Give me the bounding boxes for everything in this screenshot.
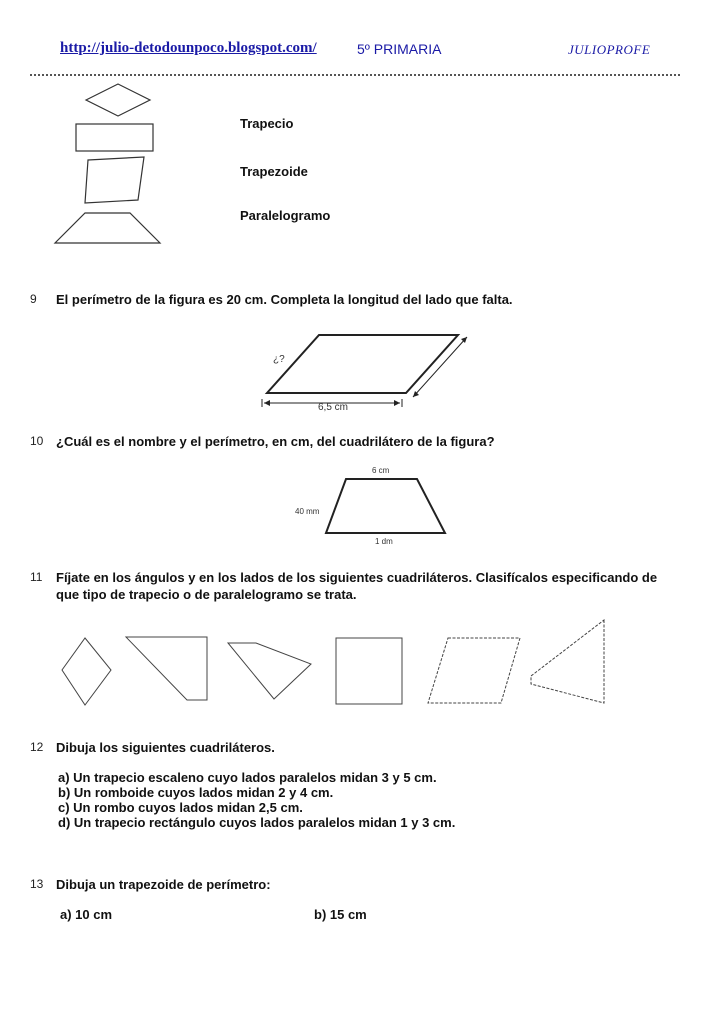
question-9-number: 9 xyxy=(30,292,37,306)
header-author: JULIOPROFE xyxy=(568,42,651,57)
q11-trapezoid-shape xyxy=(531,620,604,703)
question-12-item-c: c) Un rombo cuyos lados midan 2,5 cm. xyxy=(58,800,303,815)
question-11-text-line-2: que tipo de trapecio o de paralelogramo se trata. xyxy=(56,587,357,602)
match-label-paralelogramo: Paralelogramo xyxy=(240,208,331,223)
header-grade: 5º PRIMARIA xyxy=(357,41,442,57)
question-10-text: ¿Cuál es el nombre y el perímetro, en cm, del cuadrilátero de la figura? xyxy=(56,434,495,449)
question-10-number: 10 xyxy=(30,434,44,448)
header-url-link[interactable]: http://julio-detodounpoco.blogspot.com/ xyxy=(60,40,317,56)
match-label-trapezoide: Trapezoide xyxy=(240,164,308,179)
question-10-top-label: 6 cm xyxy=(372,466,390,475)
question-13-option-b: b) 15 cm xyxy=(314,907,367,922)
q11-parallelogram-shape xyxy=(428,638,520,703)
question-9-unknown-label: ¿? xyxy=(273,354,285,365)
question-10-side-label: 40 mm xyxy=(295,507,320,516)
question-13-text: Dibuja un trapezoide de perímetro: xyxy=(56,877,271,892)
q11-right-trapezium-shape xyxy=(126,637,207,700)
question-12-item-a: a) Un trapecio escaleno cuyo lados paralelos midan 3 y 5 cm. xyxy=(58,770,437,785)
q11-square-shape xyxy=(336,638,402,704)
question-12-item-d: d) Un trapecio rectángulo cuyos lados paralelos midan 1 y 3 cm. xyxy=(58,815,456,830)
match-label-trapecio: Trapecio xyxy=(240,116,294,131)
q11-kite-trapezoid-shape xyxy=(228,643,311,699)
q11-rhombus-shape xyxy=(62,638,111,705)
question-9-base-label: 6,5 cm xyxy=(318,402,349,413)
question-12-text: Dibuja los siguientes cuadriláteros. xyxy=(56,740,275,755)
question-9-text: El perímetro de la figura es 20 cm. Completa la longitud del lado que falta. xyxy=(56,292,513,307)
question-12-item-b: b) Un romboide cuyos lados midan 2 y 4 cm. xyxy=(58,785,334,800)
question-11-number: 11 xyxy=(30,570,43,584)
question-13-number: 13 xyxy=(30,877,44,891)
question-10-bottom-label: 1 dm xyxy=(375,537,393,546)
question-11-text-line-1: Fíjate en los ángulos y en los lados de los siguientes cuadriláteros. Clasifícalos especificando de xyxy=(56,570,658,585)
question-13-option-a: a) 10 cm xyxy=(60,907,113,922)
question-12-number: 12 xyxy=(30,740,44,754)
